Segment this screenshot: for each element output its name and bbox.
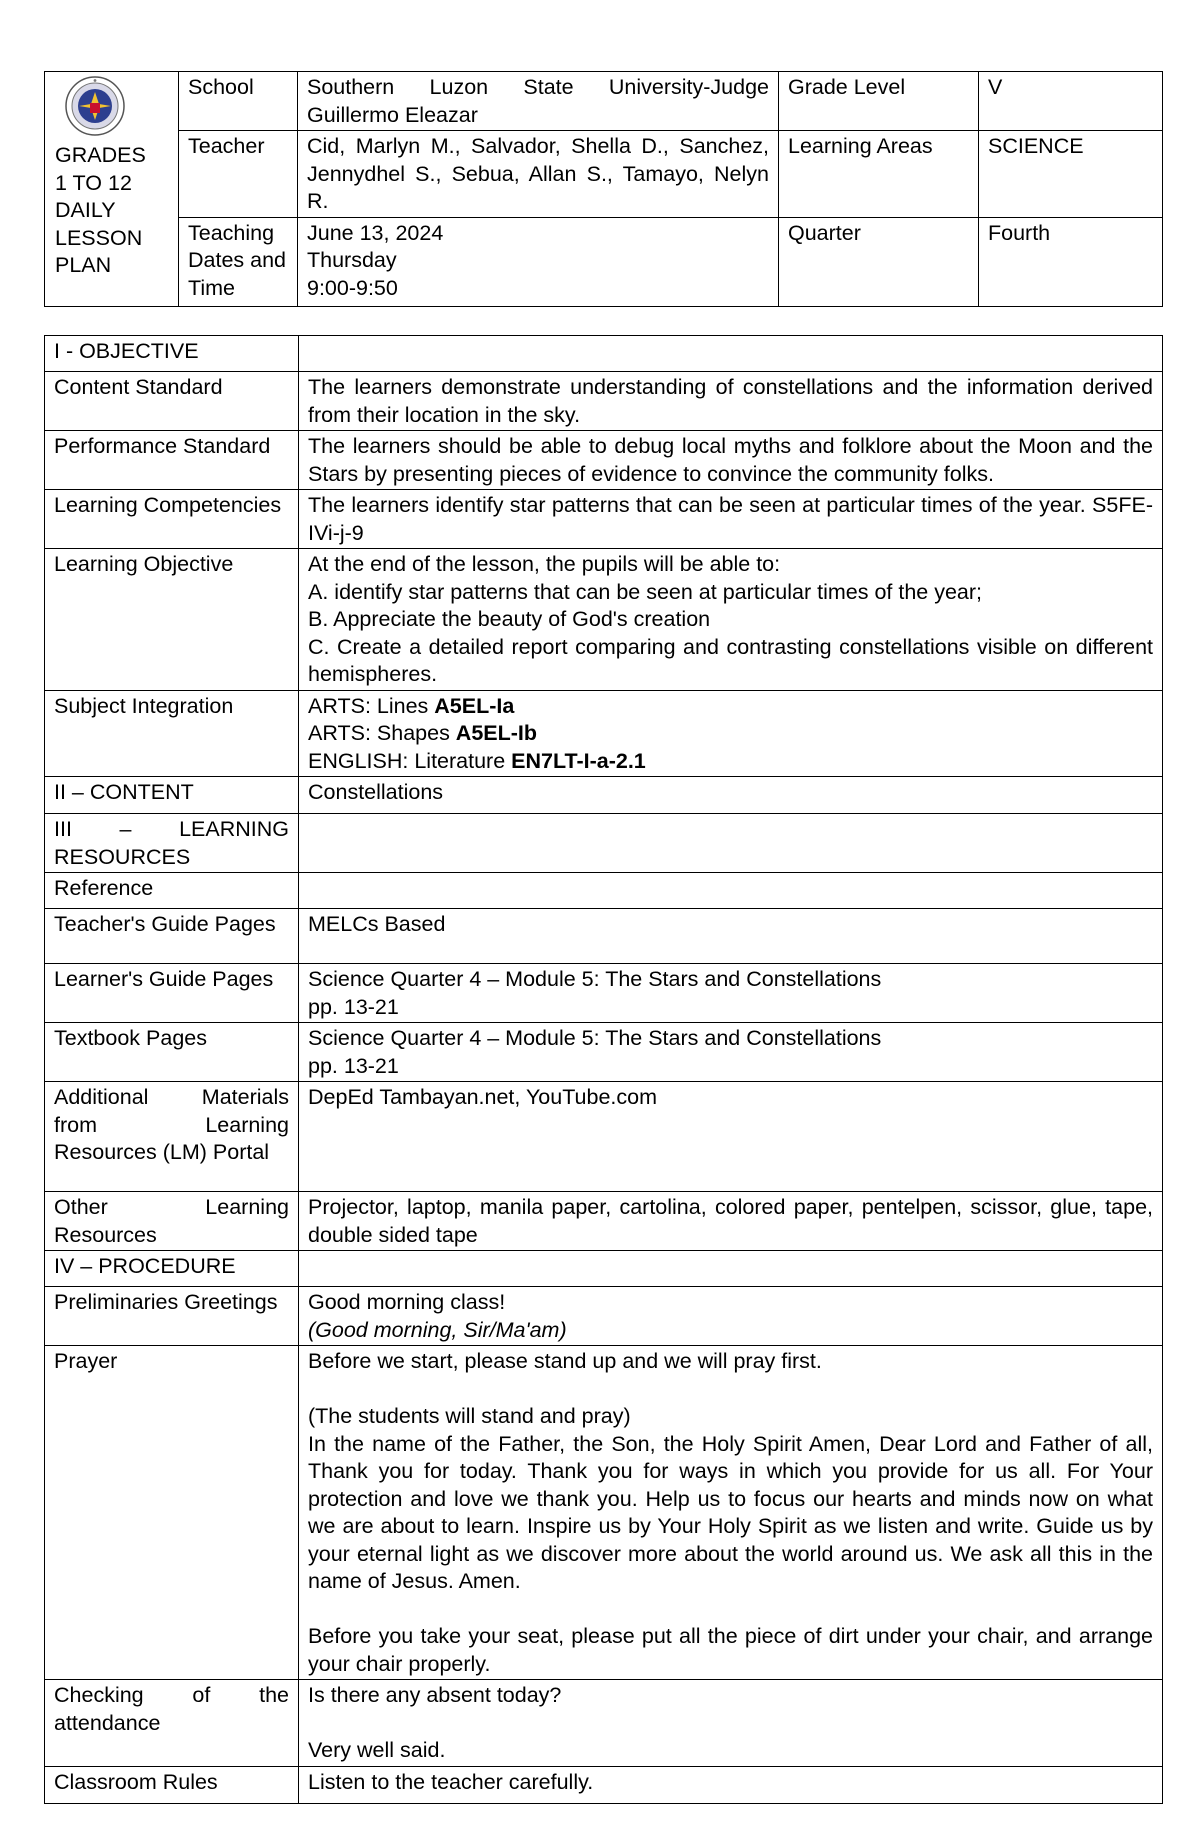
learners-guide-pages: pp. 13-21: [308, 994, 399, 1019]
deped-seal-icon: [65, 76, 125, 136]
greeting-students: (Good morning, Sir/Ma'am): [308, 1317, 567, 1342]
objective-heading-empty: [299, 336, 1163, 372]
objective-intro: At the end of the lesson, the pupils will be able to:: [308, 552, 781, 576]
subject-integration-label: Subject Integration: [45, 690, 299, 777]
lesson-plan-table: [44, 335, 1163, 1804]
title-line: LESSON: [55, 225, 143, 250]
teachers-guide-value: MELCs Based: [299, 909, 1163, 964]
procedure-empty: [299, 1251, 1163, 1287]
additional-materials-value: DepEd Tambayan.net, YouTube.com: [299, 1082, 1163, 1192]
teaching-dates-label: Teaching Dates and Time: [179, 217, 298, 306]
content-standard-label: Content Standard: [45, 372, 299, 431]
teaching-dates-value: [298, 217, 779, 306]
other-resources-value: Projector, laptop, manila paper, cartolina, colored paper, pentelpen, scissor, glue, tape, double sided tape: [299, 1192, 1163, 1251]
prayer-after: Before you take your seat, please put all the piece of dirt under your chair, and arrange your chair properly.: [308, 1624, 1153, 1676]
attendance-question: Is there any absent today?: [308, 1683, 562, 1707]
learners-guide-title: Science Quarter 4 – Module 5: The Stars and Constellations: [308, 967, 882, 991]
teacher-label: Teacher: [179, 131, 298, 218]
greeting-teacher: Good morning class!: [308, 1290, 506, 1314]
attendance-reply: Very well said.: [308, 1738, 446, 1762]
learning-resources-empty: [299, 814, 1163, 873]
textbook-title: Science Quarter 4 – Module 5: The Stars and Constellations: [308, 1026, 882, 1050]
title-line: GRADES: [55, 143, 146, 167]
integration-item: ARTS: Lines A5EL-Ia: [308, 693, 515, 718]
title-line: DAILY: [55, 198, 116, 222]
learning-objective-value: [299, 549, 1163, 691]
textbook-pages: pp. 13-21: [308, 1053, 399, 1078]
prayer-text: In the name of the Father, the Son, the Holy Spirit Amen, Dear Lord and Father of all, Thank you for today. Thank you for ways in which you provide for us all. For Your protection and love we thank you. Help us to focus our hearts and minds now on what we are about to learn. Inspire us by Your Holy Spirit as we listen and write. Guide us by your eternal light as we discover more about the world around us. We ask all this in the name of Jesus. Amen.: [308, 1431, 1153, 1593]
integration-item: ENGLISH: Literature EN7LT-I-a-2.1: [308, 748, 646, 773]
textbook-pages-value: [299, 1023, 1163, 1082]
preliminaries-label: Preliminaries Greetings: [45, 1287, 299, 1346]
learning-resources-heading: III – LEARNING RESOURCES: [45, 814, 299, 873]
time: 9:00-9:50: [307, 275, 398, 300]
integration-item: ARTS: Shapes A5EL-Ib: [308, 721, 538, 745]
performance-standard-label: Performance Standard: [45, 431, 299, 490]
quarter-value: Fourth: [979, 217, 1163, 306]
learning-areas-label: Learning Areas: [779, 131, 979, 218]
attendance-value: [299, 1680, 1163, 1767]
objective-heading: I - OBJECTIVE: [45, 336, 299, 372]
quarter-label: Quarter: [779, 217, 979, 306]
other-resources-label: Other Learning Resources: [45, 1192, 299, 1251]
title-line: PLAN: [55, 253, 112, 277]
grade-level-label: Grade Level: [779, 72, 979, 131]
reference-label: Reference: [45, 873, 299, 909]
school-value: Southern Luzon State University-Judge Guillermo Eleazar: [298, 72, 779, 131]
competency-code: EN7LT-I-a-2.1: [511, 748, 646, 773]
prayer-intro: Before we start, please stand up and we will pray first.: [308, 1349, 822, 1373]
classroom-rules-value: Listen to the teacher carefully.: [299, 1766, 1163, 1803]
learning-objective-label: Learning Objective: [45, 549, 299, 691]
date: June 13, 2024: [307, 220, 444, 245]
textbook-pages-label: Textbook Pages: [45, 1023, 299, 1082]
learners-guide-label: Learner's Guide Pages: [45, 964, 299, 1023]
grade-level-value: V: [979, 72, 1163, 131]
prayer-students: (The students will stand and pray): [308, 1404, 631, 1428]
teachers-guide-label: Teacher's Guide Pages: [45, 909, 299, 964]
procedure-heading: IV – PROCEDURE: [45, 1251, 299, 1287]
learning-competencies-value: The learners identify star patterns that can be seen at particular times of the year. S5FE-IVi-j-9: [299, 490, 1163, 549]
title-line: 1 TO 12: [55, 170, 132, 195]
objective-c: C. Create a detailed report comparing and contrasting constellations visible on different hemispheres.: [308, 634, 1153, 686]
content-heading: II – CONTENT: [45, 777, 299, 814]
attendance-label: Checking of the attendance: [45, 1680, 299, 1767]
content-standard-value: The learners demonstrate understanding of constellations and the information derived from their location in the sky.: [299, 372, 1163, 431]
day: Thursday: [307, 248, 397, 272]
teacher-value: Cid, Marlyn M., Salvador, Shella D., Sanchez, Jennydhel S., Sebua, Allan S., Tamayo, Nelyn R.: [298, 131, 779, 218]
competency-code: A5EL-Ib: [455, 721, 538, 745]
content-value: Constellations: [299, 777, 1163, 814]
subject-integration-value: [299, 690, 1163, 777]
objective-b: B. Appreciate the beauty of God's creation: [308, 607, 711, 631]
prayer-value: [299, 1346, 1163, 1680]
performance-standard-value: The learners should be able to debug local myths and folklore about the Moon and the Stars by presenting pieces of evidence to convince the community folks.: [299, 431, 1163, 490]
competency-code: A5EL-Ia: [434, 693, 515, 718]
learning-competencies-label: Learning Competencies: [45, 490, 299, 549]
learning-areas-value: SCIENCE: [979, 131, 1163, 218]
school-label: School: [179, 72, 298, 131]
classroom-rules-label: Classroom Rules: [45, 1766, 299, 1803]
title-cell: [45, 72, 179, 307]
header-table: [44, 71, 1163, 307]
prayer-label: Prayer: [45, 1346, 299, 1680]
preliminaries-value: [299, 1287, 1163, 1346]
learners-guide-value: [299, 964, 1163, 1023]
objective-a: A. identify star patterns that can be seen at particular times of the year;: [308, 579, 983, 604]
additional-materials-label: Additional Materials from Learning Resources (LM) Portal: [45, 1082, 299, 1192]
reference-empty: [299, 873, 1163, 909]
